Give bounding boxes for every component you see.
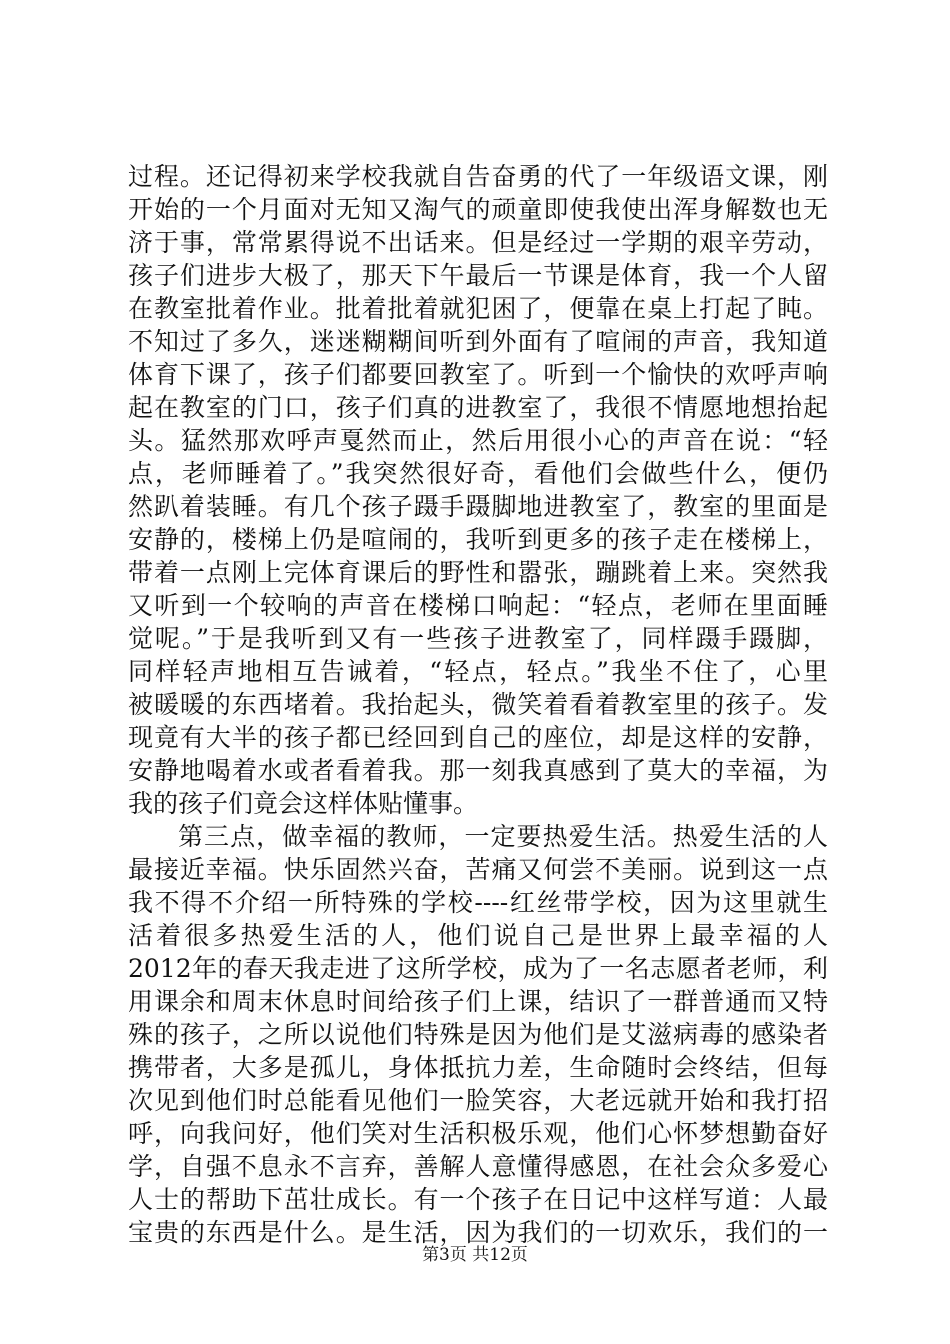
text-line: 现竟有大半的孩子都已经回到自己的座位，却是这样的安静， <box>128 723 828 752</box>
text-line: 安静地喝着水或者看着我。那一刻我真感到了莫大的幸福，为 <box>128 756 828 785</box>
text-line: 不知过了多久，迷迷糊糊间听到外面有了喧闹的声音，我知道 <box>128 327 828 356</box>
text-line: 学，自强不息永不言弃，善解人意懂得感恩，在社会众多爱心 <box>128 1152 828 1181</box>
text-line: 次见到他们时总能看见他们一脸笑容，大老远就开始和我打招 <box>128 1086 828 1115</box>
text-line: 最接近幸福。快乐固然兴奋，苦痛又何尝不美丽。说到这一点 <box>128 855 828 884</box>
text-line: 用课余和周末休息时间给孩子们上课，结识了一群普通而又特 <box>128 987 828 1016</box>
text-line: 济于事，常常累得说不出话来。但是经过一学期的艰辛劳动， <box>128 228 828 257</box>
text-line: 过程。还记得初来学校我就自告奋勇的代了一年级语文课，刚 <box>128 162 828 191</box>
paragraph-2 <box>128 820 828 1249</box>
text-line: 被暖暖的东西堵着。我抬起头，微笑着看着教室里的孩子。发 <box>128 690 828 719</box>
text-line: 第三点，做幸福的教师，一定要热爱生活。热爱生活的人 <box>178 822 828 851</box>
text-line: 2012年的春天我走进了这所学校，成为了一名志愿者老师，利 <box>128 954 828 983</box>
text-line: 安静的，楼梯上仍是喧闹的，我听到更多的孩子走在楼梯上， <box>128 525 828 554</box>
text-line: 呼，向我问好，他们笑对生活积极乐观，他们心怀梦想勤奋好 <box>128 1119 828 1148</box>
text-line: 头。猛然那欢呼声戛然而止，然后用很小心的声音在说：“轻 <box>128 426 828 455</box>
text-line: 觉呢。”于是我听到又有一些孩子进教室了，同样蹑手蹑脚， <box>128 624 828 653</box>
text-line: 我不得不介绍一所特殊的学校----红丝带学校，因为这里就生 <box>128 888 828 917</box>
text-line: 带着一点刚上完体育课后的野性和嚣张，蹦跳着上来。突然我 <box>128 558 828 587</box>
text-line: 开始的一个月面对无知又淘气的顽童即使我使出浑身解数也无 <box>128 195 828 224</box>
body-text <box>128 160 828 1249</box>
text-line: 人士的帮助下茁壮成长。有一个孩子在日记中这样写道：人最 <box>128 1185 828 1214</box>
text-line: 携带者，大多是孤儿，身体抵抗力差，生命随时会终结，但每 <box>128 1053 828 1082</box>
text-line: 宝贵的东西是什么。是生活，因为我们的一切欢乐，我们的一 <box>128 1218 828 1247</box>
text-line: 在教室批着作业。批着批着就犯困了，便靠在桌上打起了盹。 <box>128 294 828 323</box>
text-line: 孩子们进步大极了，那天下午最后一节课是体育，我一个人留 <box>128 261 828 290</box>
text-line: 体育下课了，孩子们都要回教室了。听到一个愉快的欢呼声响 <box>128 360 828 389</box>
text-line: 我的孩子们竟会这样体贴懂事。 <box>128 789 479 818</box>
text-line: 起在教室的门口，孩子们真的进教室了，我很不情愿地想抬起 <box>128 393 828 422</box>
text-line: 又听到一个较响的声音在楼梯口响起：“轻点，老师在里面睡 <box>128 591 828 620</box>
text-line: 然趴着装睡。有几个孩子蹑手蹑脚地进教室了，教室的里面是 <box>128 492 828 521</box>
page-footer: 第3页 共12页 <box>422 1245 528 1265</box>
text-line: 活着很多热爱生活的人，他们说自己是世界上最幸福的人 <box>128 921 828 950</box>
text-line: 点，老师睡着了。”我突然很好奇，看他们会做些什么，便仍 <box>128 459 828 488</box>
paragraph-1 <box>128 160 828 820</box>
text-line: 同样轻声地相互告诫着，“轻点，轻点。”我坐不住了，心里 <box>128 657 828 686</box>
text-line: 殊的孩子，之所以说他们特殊是因为他们是艾滋病毒的感染者 <box>128 1020 828 1049</box>
